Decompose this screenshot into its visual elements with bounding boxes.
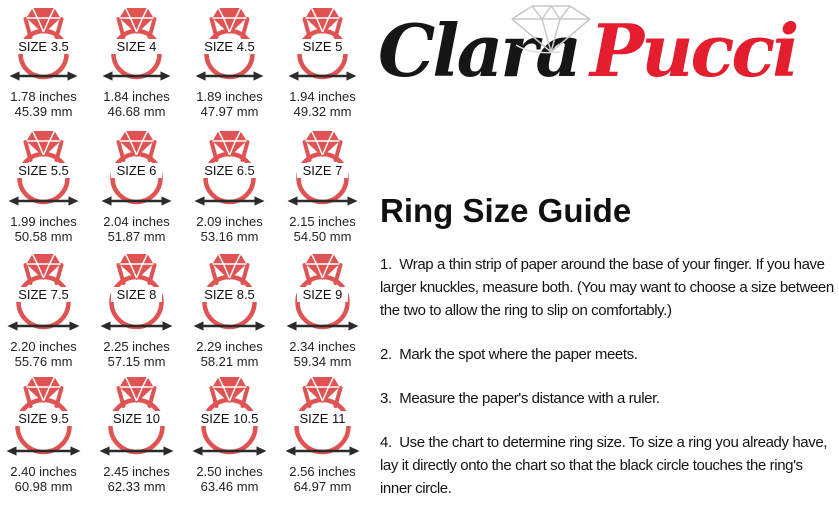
arrow-left-head <box>7 446 17 455</box>
diamond-outline-icon <box>502 3 600 59</box>
arrow-right-head <box>164 446 174 455</box>
arrow-left-head <box>287 321 297 330</box>
arrow-right-head <box>347 71 357 80</box>
ring-icon <box>276 129 369 209</box>
ring-mm: 63.46 mm <box>200 479 259 494</box>
ring-mm: 55.76 mm <box>14 354 73 369</box>
ring-cell <box>90 6 183 129</box>
ring-cell <box>183 375 276 498</box>
ring-icon <box>0 375 90 459</box>
ring-size-label: SIZE 4.5 <box>204 39 255 54</box>
arrow-right-head <box>71 446 81 455</box>
ring-measurements <box>196 214 263 244</box>
ring-inches: 2.40 inches <box>10 464 77 479</box>
ring-mm: 49.32 mm <box>293 104 352 119</box>
ring-measurements <box>10 339 77 369</box>
ring-icon <box>90 375 183 459</box>
ring-icon <box>90 252 183 334</box>
ring-size-chart <box>0 6 373 498</box>
ring-cell <box>183 6 276 129</box>
ring-measurements <box>289 464 356 494</box>
ring-cell <box>90 129 183 252</box>
ring-size-label: SIZE 3.5 <box>18 39 69 54</box>
arrow-left-head <box>288 196 298 205</box>
ring-inches: 1.84 inches <box>103 89 170 104</box>
ring-mm: 45.39 mm <box>14 104 73 119</box>
right-column <box>378 0 836 501</box>
ring-size-label: SIZE 9 <box>302 287 343 302</box>
ring-inches: 1.99 inches <box>10 214 77 229</box>
ring-cell <box>276 375 369 498</box>
arrow-right-head <box>348 196 358 205</box>
arrow-right-head <box>69 196 79 205</box>
ring-icon <box>183 252 276 334</box>
guide-step-3: 3. Measure the paper's distance with a ruler. <box>380 390 660 407</box>
arrow-right-head <box>349 321 359 330</box>
ring-mm: 59.34 mm <box>293 354 352 369</box>
arrow-left-head <box>100 446 110 455</box>
ring-size-label: SIZE 6 <box>116 163 157 178</box>
ring-size-label: SIZE 11 <box>299 411 346 426</box>
arrow-left-head <box>289 71 299 80</box>
ring-cell <box>276 6 369 129</box>
arrow-right-head <box>254 71 264 80</box>
ring-mm: 60.98 mm <box>14 479 73 494</box>
brand-name-clara: Clara <box>378 8 579 93</box>
arrow-right-head <box>162 196 172 205</box>
arrow-left-head <box>9 196 19 205</box>
ring-inches: 2.50 inches <box>196 464 263 479</box>
ring-mm: 64.97 mm <box>293 479 352 494</box>
ring-inches: 1.89 inches <box>196 89 263 104</box>
arrow-right-head <box>68 71 78 80</box>
ring-cell <box>0 375 90 498</box>
ring-inches: 2.09 inches <box>196 214 263 229</box>
ring-measurements <box>289 339 356 369</box>
ring-cell <box>0 6 90 129</box>
ring-cell <box>183 129 276 252</box>
arrow-left-head <box>8 321 18 330</box>
ring-measurements <box>196 89 263 119</box>
ring-mm: 58.21 mm <box>200 354 259 369</box>
ring-icon <box>0 6 90 84</box>
ring-mm: 46.68 mm <box>107 104 166 119</box>
ring-cell <box>276 252 369 375</box>
ring-mm: 50.58 mm <box>14 229 73 244</box>
ring-inches: 2.56 inches <box>289 464 356 479</box>
ring-inches: 2.25 inches <box>103 339 170 354</box>
arrow-right-head <box>255 196 265 205</box>
ring-cell <box>183 252 276 375</box>
ring-measurements <box>103 464 170 494</box>
ring-icon <box>183 375 276 459</box>
ring-size-label: SIZE 5.5 <box>18 163 69 178</box>
ring-inches: 2.29 inches <box>196 339 263 354</box>
guide-title: Ring Size Guide <box>380 192 632 229</box>
arrow-left-head <box>193 446 203 455</box>
ring-measurements <box>103 214 170 244</box>
guide-step-1: 1. Wrap a thin strip of paper around the base of your finger. If you have larger knuckles, measure both. (You may want to choose a size between the two to allow the ring to slip on comfortably.) <box>380 256 838 319</box>
ring-size-label: SIZE 10 <box>113 411 160 426</box>
ring-measurements <box>10 464 77 494</box>
ring-measurements <box>289 214 356 244</box>
ring-mm: 54.50 mm <box>293 229 352 244</box>
ring-mm: 57.15 mm <box>107 354 166 369</box>
ring-size-label: SIZE 7 <box>302 163 343 178</box>
ring-icon <box>90 6 183 84</box>
ring-icon <box>0 129 90 209</box>
guide-step-4: 4. Use the chart to determine ring size. To size a ring you already have, lay it directly onto the chart so that the black circle touches the ring's inner circle. <box>380 434 831 497</box>
arrow-left-head <box>10 71 20 80</box>
arrow-right-head <box>163 321 173 330</box>
ring-inches: 2.34 inches <box>289 339 356 354</box>
ring-cell <box>90 375 183 498</box>
ring-measurements <box>196 464 263 494</box>
brand-name-pucci: Pucci <box>590 8 797 93</box>
arrow-right-head <box>70 321 80 330</box>
arrow-left-head <box>103 71 113 80</box>
guide-steps <box>380 253 836 521</box>
arrow-right-head <box>161 71 171 80</box>
ring-measurements <box>10 214 77 244</box>
ring-measurements <box>103 89 170 119</box>
ring-size-label: SIZE 8 <box>116 287 157 302</box>
arrow-left-head <box>196 71 206 80</box>
ring-size-label: SIZE 7.5 <box>18 287 69 302</box>
arrow-left-head <box>195 196 205 205</box>
ring-icon <box>183 6 276 84</box>
ring-mm: 47.97 mm <box>200 104 259 119</box>
ring-cell <box>90 252 183 375</box>
ring-icon <box>276 252 369 334</box>
ring-size-label: SIZE 4 <box>116 39 157 54</box>
arrow-left-head <box>101 321 111 330</box>
arrow-left-head <box>286 446 296 455</box>
ring-size-label: SIZE 6.5 <box>204 163 255 178</box>
ring-measurements <box>103 339 170 369</box>
ring-icon <box>276 375 369 459</box>
ring-size-label: SIZE 9.5 <box>18 411 69 426</box>
ring-measurements <box>196 339 263 369</box>
ring-icon <box>90 129 183 209</box>
arrow-right-head <box>257 446 267 455</box>
arrow-left-head <box>102 196 112 205</box>
ring-inches: 1.78 inches <box>10 89 77 104</box>
ring-inches: 2.15 inches <box>289 214 356 229</box>
ring-size-label: SIZE 10.5 <box>200 411 259 426</box>
ring-mm: 51.87 mm <box>107 229 166 244</box>
ring-icon <box>0 252 90 334</box>
ring-mm: 53.16 mm <box>200 229 259 244</box>
ring-icon <box>276 6 369 84</box>
ring-size-label: SIZE 5 <box>302 39 343 54</box>
arrow-right-head <box>350 446 360 455</box>
brand-logo <box>378 0 836 110</box>
ring-measurements <box>10 89 77 119</box>
ring-measurements <box>289 89 356 119</box>
ring-inches: 2.45 inches <box>103 464 170 479</box>
ring-icon <box>183 129 276 209</box>
ring-mm: 62.33 mm <box>107 479 166 494</box>
ring-inches: 1.94 inches <box>289 89 356 104</box>
ring-cell <box>0 252 90 375</box>
arrow-right-head <box>256 321 266 330</box>
ring-inches: 2.20 inches <box>10 339 77 354</box>
arrow-left-head <box>194 321 204 330</box>
ring-cell <box>276 129 369 252</box>
guide-step-2: 2. Mark the spot where the paper meets. <box>380 346 638 363</box>
ring-cell <box>0 129 90 252</box>
ring-size-label: SIZE 8.5 <box>204 287 255 302</box>
ring-inches: 2.04 inches <box>103 214 170 229</box>
